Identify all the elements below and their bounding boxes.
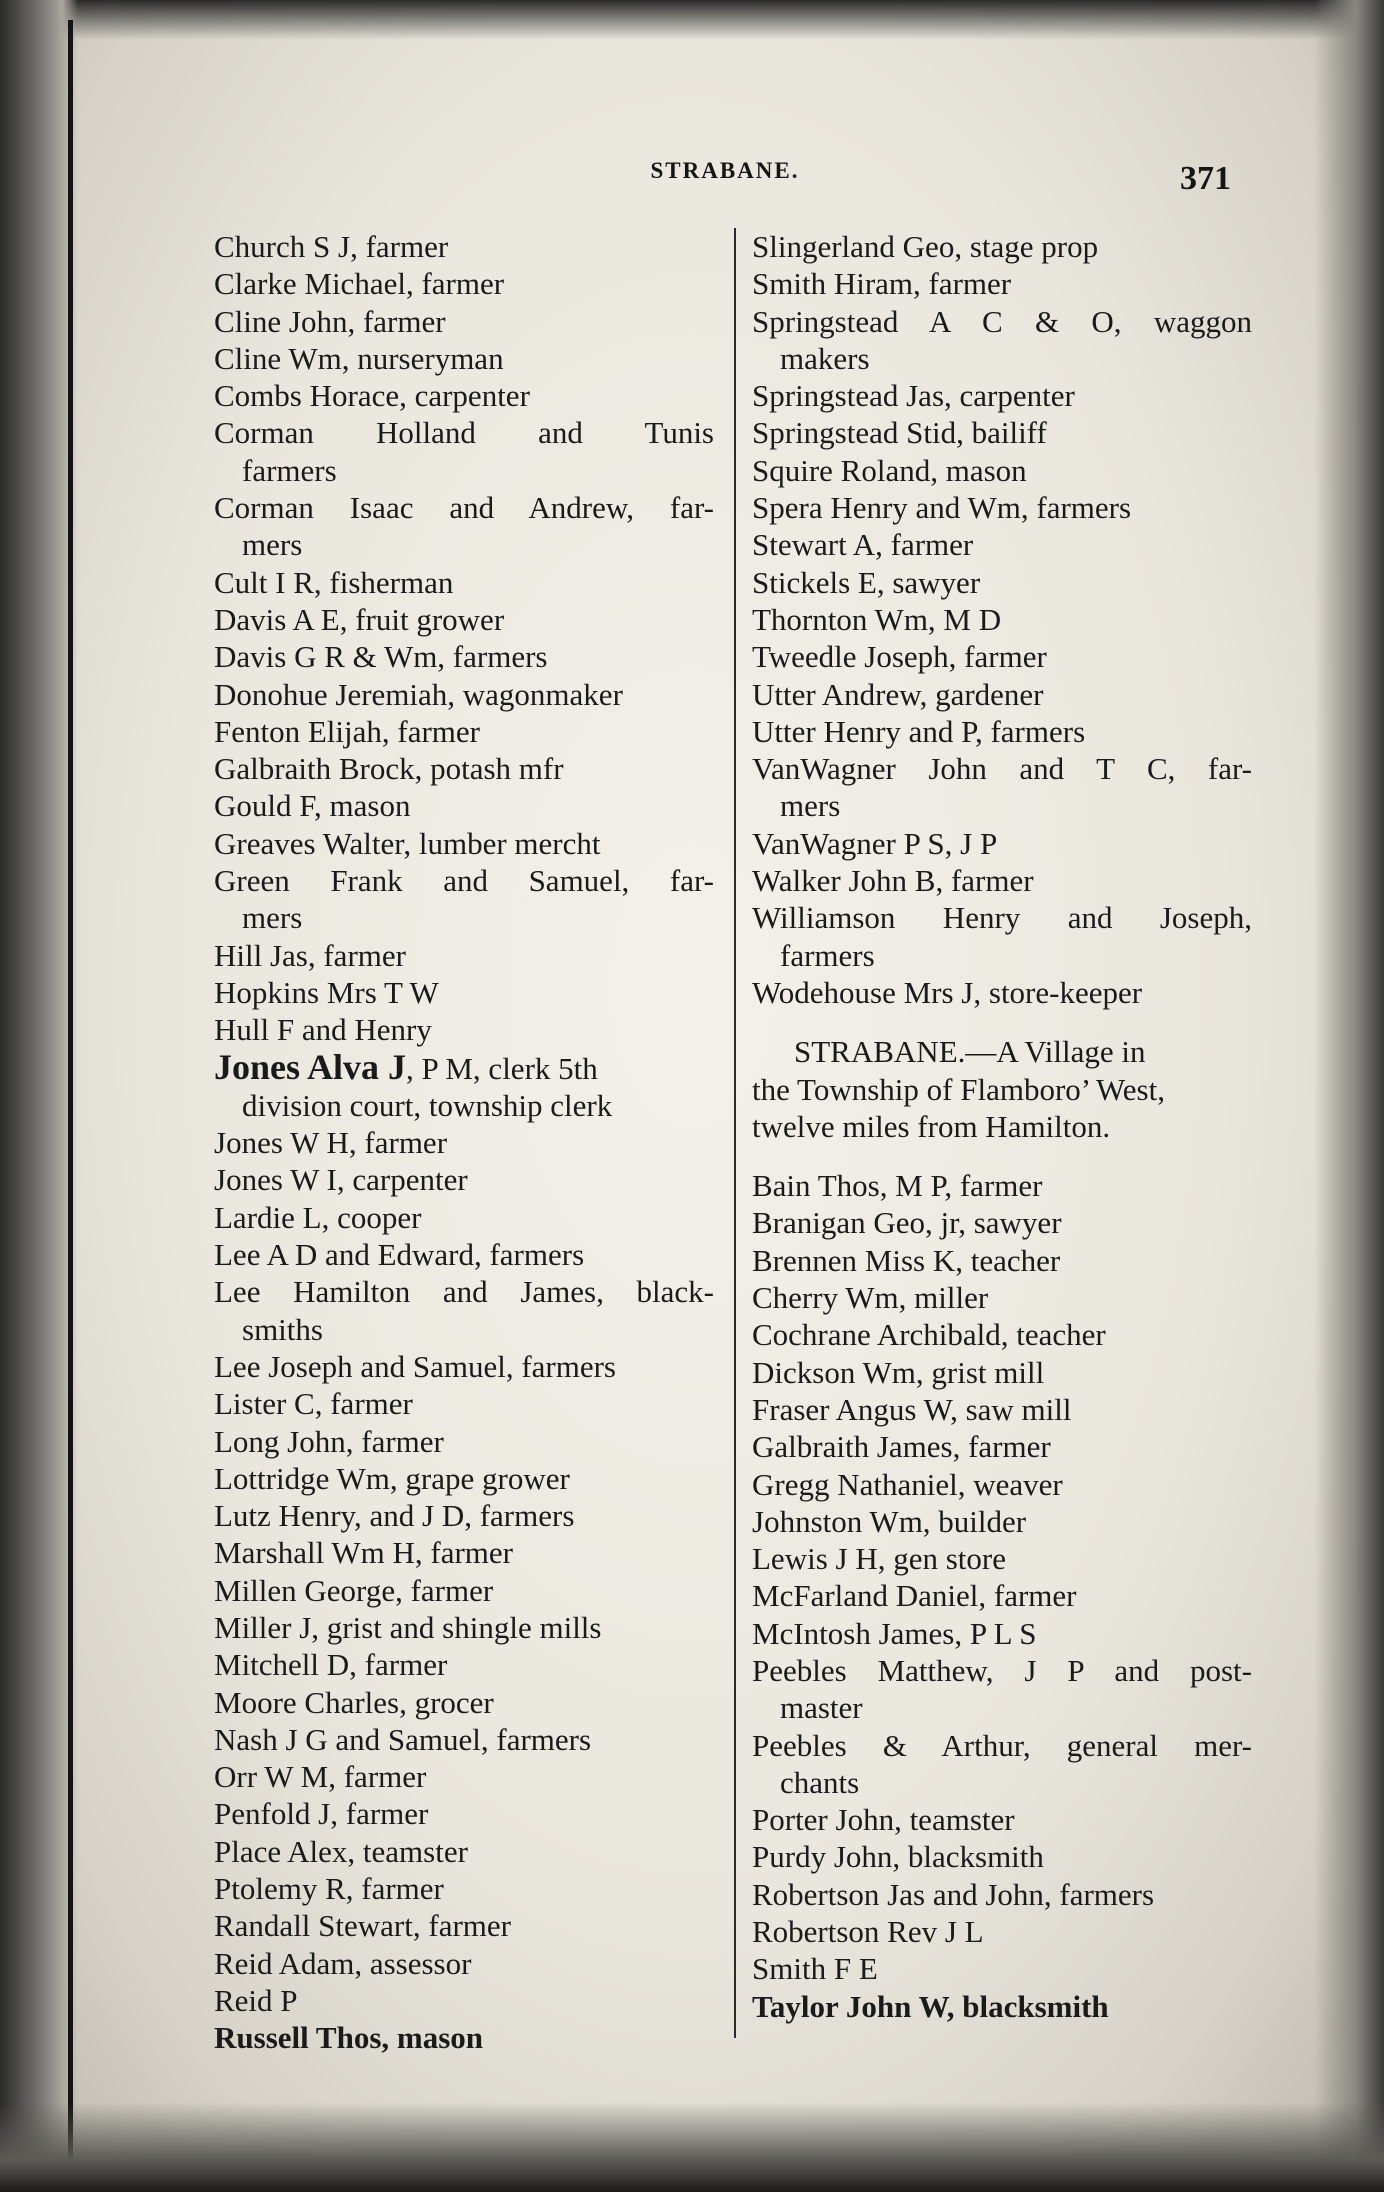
- entry-text: Smith Hiram, farmer: [752, 266, 1012, 302]
- entry-line: [214, 1534, 714, 1571]
- entry-line: [214, 676, 714, 713]
- entry-line: [752, 750, 1252, 787]
- directory-entry: [214, 1646, 714, 1683]
- directory-entry: [214, 713, 714, 750]
- directory-entry: [752, 1577, 1252, 1614]
- entry-continuation: [752, 937, 1252, 974]
- directory-entry: [214, 937, 714, 974]
- directory-entry: [752, 601, 1252, 638]
- directory-entry: [214, 1609, 714, 1646]
- entry-line: [214, 1572, 714, 1609]
- entry-line: [752, 228, 1252, 265]
- directory-entry: [214, 825, 714, 862]
- directory-entry: [214, 1124, 714, 1161]
- directory-entry: [214, 974, 714, 1011]
- entry-text: Springstead A C & O, waggon: [752, 303, 1252, 339]
- entry-line: [752, 1727, 1252, 1764]
- entry-text: Place Alex, teamster: [214, 1833, 468, 1869]
- entry-line: [214, 1011, 714, 1048]
- entry-line: [214, 638, 714, 675]
- entry-text: Cherry Wm, miller: [752, 1280, 989, 1316]
- directory-entry: [752, 265, 1252, 302]
- entry-text: Stickels E, sawyer: [752, 564, 981, 600]
- entry-line: [214, 825, 714, 862]
- directory-entry: [752, 489, 1252, 526]
- entry-line: [752, 414, 1252, 451]
- entry-line: [752, 265, 1252, 302]
- entry-text: Moore Charles, grocer: [214, 1684, 494, 1720]
- entry-text: Galbraith Brock, potash mfr: [214, 751, 564, 787]
- entry-text: Walker John B, farmer: [752, 863, 1034, 899]
- directory-entry: [752, 452, 1252, 489]
- entry-text: , P M, clerk 5th: [406, 1050, 598, 1086]
- entry-line: [752, 1466, 1252, 1503]
- entry-line: [752, 1540, 1252, 1577]
- directory-entry: [752, 1950, 1252, 1987]
- directory-entry: [752, 1913, 1252, 1950]
- entry-text: Lutz Henry, and J D, farmers: [214, 1498, 575, 1534]
- entry-continuation: [214, 452, 714, 489]
- directory-entry: [214, 303, 714, 340]
- directory-entry: [214, 1721, 714, 1758]
- entry-line: [214, 1833, 714, 1870]
- directory-entry: [214, 1758, 714, 1795]
- entry-text: Peebles Matthew, J P and post-: [752, 1652, 1252, 1688]
- entry-text: Utter Andrew, gardener: [752, 676, 1044, 712]
- entry-line: [214, 1497, 714, 1534]
- entry-text: Branigan Geo, jr, sawyer: [752, 1205, 1062, 1241]
- entry-text: Wodehouse Mrs J, store-keeper: [752, 974, 1143, 1010]
- entry-line: [752, 713, 1252, 750]
- entry-text: Nash J G and Samuel, farmers: [214, 1721, 592, 1757]
- entry-line: [752, 303, 1252, 340]
- entry-text: Dickson Wm, grist mill: [752, 1354, 1045, 1390]
- directory-entry: [214, 564, 714, 601]
- directory-entry: [214, 1870, 714, 1907]
- directory-entry: [752, 228, 1252, 265]
- entry-line: [752, 825, 1252, 862]
- entry-line: [752, 1838, 1252, 1875]
- entry-text: Williamson Henry and Joseph,: [752, 900, 1252, 936]
- entry-line: [214, 1348, 714, 1385]
- entry-text: Jones W I, carpenter: [214, 1162, 468, 1198]
- entry-line: [752, 564, 1252, 601]
- entry-line: [214, 1236, 714, 1273]
- entry-line: [752, 974, 1252, 1011]
- directory-entry: [752, 1503, 1252, 1540]
- entry-text: Smith F E: [752, 1951, 878, 1987]
- entry-line: [752, 1652, 1252, 1689]
- directory-entry: [214, 2019, 714, 2056]
- entry-text: Greaves Walter, lumber mercht: [214, 825, 601, 861]
- column-rule: [734, 228, 736, 2038]
- entry-line: [752, 862, 1252, 899]
- village-line: twelve miles from Hamilton.: [752, 1108, 1111, 1144]
- directory-entry: [214, 1199, 714, 1236]
- entry-text: Reid P: [214, 1982, 298, 2018]
- entry-text: mers: [780, 788, 841, 824]
- directory-entry: [214, 1011, 714, 1048]
- entry-text: McFarland Daniel, farmer: [752, 1578, 1077, 1614]
- entry-line: [214, 1423, 714, 1460]
- entry-line: [752, 1950, 1252, 1987]
- scan-edge-right: [1314, 0, 1384, 2192]
- directory-entry: [752, 1428, 1252, 1465]
- entry-line: [214, 1046, 714, 1087]
- entry-text: Bain Thos, M P, farmer: [752, 1168, 1043, 1204]
- entry-text: Squire Roland, mason: [752, 452, 1027, 488]
- entry-line: [752, 377, 1252, 414]
- entry-text: Reid Adam, assessor: [214, 1945, 472, 1981]
- directory-entry: [214, 1236, 714, 1273]
- entry-line: [214, 1982, 714, 2019]
- directory-entry: [752, 377, 1252, 414]
- entry-text: McIntosh James, P L S: [752, 1615, 1037, 1651]
- directory-entry: [214, 676, 714, 713]
- entry-line: [752, 1801, 1252, 1838]
- entry-text: Utter Henry and P, farmers: [752, 713, 1086, 749]
- page-number: 371: [1180, 160, 1231, 197]
- entry-text: Clarke Michael, farmer: [214, 266, 505, 302]
- entry-text: Corman Isaac and Andrew, far-: [214, 490, 714, 526]
- entry-text: Fraser Angus W, saw mill: [752, 1391, 1072, 1427]
- entry-text: Marshall Wm H, farmer: [214, 1535, 513, 1571]
- entry-continuation: [752, 1689, 1252, 1726]
- directory-entry: [752, 564, 1252, 601]
- directory-entry: [214, 1534, 714, 1571]
- entry-continuation: [752, 340, 1252, 377]
- entry-continuation: [214, 1311, 714, 1348]
- entry-line: [214, 1758, 714, 1795]
- entry-text: Cochrane Archibald, teacher: [752, 1317, 1106, 1353]
- entry-text: Galbraith James, farmer: [752, 1429, 1051, 1465]
- entry-text: Randall Stewart, farmer: [214, 1908, 511, 1944]
- spacer: [752, 1011, 1252, 1033]
- running-head: STRABANE.: [650, 158, 800, 183]
- entry-text: Hill Jas, farmer: [214, 937, 406, 973]
- entry-text: Lardie L, cooper: [214, 1199, 422, 1235]
- entry-continuation: [752, 1764, 1252, 1801]
- entry-text: master: [780, 1690, 863, 1726]
- left-column: [214, 228, 714, 2057]
- entry-line: [214, 713, 714, 750]
- entry-line: [752, 1503, 1252, 1540]
- entry-line: [752, 1167, 1252, 1204]
- entry-line: [752, 1242, 1252, 1279]
- entry-text: Springstead Stid, bailiff: [752, 415, 1047, 451]
- directory-entry: [752, 1876, 1252, 1913]
- village-description: [752, 1033, 1252, 1145]
- entry-text: Lee A D and Edward, farmers: [214, 1237, 585, 1273]
- directory-entry: [752, 713, 1252, 750]
- entry-text: Lee Hamilton and James, black-: [214, 1274, 714, 1310]
- entry-text: Church S J, farmer: [214, 229, 449, 264]
- entry-line: [214, 414, 714, 451]
- entry-text: Cline Wm, nurseryman: [214, 340, 504, 376]
- entry-text: chants: [780, 1764, 860, 1800]
- entry-text: Thornton Wm, M D: [752, 601, 1002, 637]
- entry-line: [214, 265, 714, 302]
- entry-continuation: [214, 899, 714, 936]
- entry-line: [752, 1988, 1252, 2025]
- entry-line: [214, 228, 714, 265]
- directory-entry: [214, 1423, 714, 1460]
- entry-line: [214, 1385, 714, 1422]
- entry-line: [214, 937, 714, 974]
- entry-text: Hopkins Mrs T W: [214, 974, 439, 1010]
- entry-text: Penfold J, farmer: [214, 1796, 429, 1832]
- entry-text: Fenton Elijah, farmer: [214, 713, 480, 749]
- entry-text: Ptolemy R, farmer: [214, 1871, 444, 1907]
- right-column-entries: [752, 228, 1252, 1011]
- entry-line: [214, 1161, 714, 1198]
- entry-text: Lee Joseph and Samuel, farmers: [214, 1348, 617, 1384]
- entry-text: Tweedle Joseph, farmer: [752, 639, 1047, 675]
- entry-text: Johnston Wm, builder: [752, 1503, 1027, 1539]
- entry-line: [214, 489, 714, 526]
- directory-entry: [214, 1795, 714, 1832]
- directory-entry: [752, 303, 1252, 378]
- entry-line: [752, 601, 1252, 638]
- entry-text: Brennen Miss K, teacher: [752, 1242, 1061, 1278]
- entry-text: Miller J, grist and shingle mills: [214, 1609, 602, 1645]
- directory-entry: [214, 601, 714, 638]
- entry-line: [214, 1199, 714, 1236]
- entry-text: Taylor John W, blacksmith: [752, 1988, 1109, 2024]
- entry-line: [214, 1795, 714, 1832]
- directory-entry: [214, 862, 714, 937]
- entry-text: Green Frank and Samuel, far-: [214, 863, 714, 899]
- directory-entry: [214, 1684, 714, 1721]
- entry-line: [752, 1354, 1252, 1391]
- directory-entry: [752, 526, 1252, 563]
- entry-text: makers: [780, 340, 870, 376]
- entry-line: [214, 1945, 714, 1982]
- directory-entry: [214, 489, 714, 564]
- entry-line: [214, 1870, 714, 1907]
- directory-entry: [214, 1161, 714, 1198]
- entry-line: [214, 1646, 714, 1683]
- directory-entry: [214, 1833, 714, 1870]
- entry-continuation: [752, 787, 1252, 824]
- directory-entry: [214, 265, 714, 302]
- entry-text: Russell Thos, mason: [214, 2020, 484, 2056]
- entry-line: [214, 1684, 714, 1721]
- directory-entry: [752, 1540, 1252, 1577]
- entry-text: Long John, farmer: [214, 1423, 444, 1459]
- entry-text: mers: [242, 900, 303, 936]
- entry-text: Stewart A, farmer: [752, 527, 974, 563]
- directory-entry: [752, 1354, 1252, 1391]
- entry-text: Slingerland Geo, stage prop: [752, 229, 1099, 264]
- entry-line: [214, 1907, 714, 1944]
- directory-entry: [214, 377, 714, 414]
- directory-entry: [752, 1167, 1252, 1204]
- directory-entry: [214, 1945, 714, 1982]
- entry-line: [752, 526, 1252, 563]
- entry-text: Corman Holland and Tunis: [214, 415, 714, 451]
- directory-entry: [752, 1391, 1252, 1428]
- entry-line: [752, 1913, 1252, 1950]
- entry-text: Combs Horace, carpenter: [214, 378, 530, 414]
- entry-line: [214, 340, 714, 377]
- entry-text: Gould F, mason: [214, 788, 411, 824]
- entry-text: Cult I R, fisherman: [214, 564, 454, 600]
- entry-line: [752, 1577, 1252, 1614]
- village-line: STRABANE.—A Village in: [794, 1034, 1146, 1070]
- directory-entry: [752, 1279, 1252, 1316]
- directory-entry: [214, 1907, 714, 1944]
- entry-line: [752, 1391, 1252, 1428]
- directory-entry: [752, 1466, 1252, 1503]
- entry-line: [214, 601, 714, 638]
- directory-entry: [752, 825, 1252, 862]
- entry-text: Lister C, farmer: [214, 1386, 413, 1422]
- entry-line: [752, 1279, 1252, 1316]
- entry-line: [214, 1609, 714, 1646]
- directory-entry: [752, 1615, 1252, 1652]
- entry-text: Gregg Nathaniel, weaver: [752, 1466, 1063, 1502]
- village-line: the Township of Flamboro’ West,: [752, 1071, 1165, 1107]
- entry-continuation: [214, 1087, 714, 1124]
- entry-line: [214, 750, 714, 787]
- directory-entry: [752, 1801, 1252, 1838]
- entry-text: Millen George, farmer: [214, 1572, 494, 1608]
- directory-entry: [214, 1046, 714, 1125]
- entry-line: [214, 1124, 714, 1161]
- directory-entry: [752, 1204, 1252, 1241]
- directory-entry: [752, 862, 1252, 899]
- entry-text: Donohue Jeremiah, wagonmaker: [214, 676, 623, 712]
- directory-entry: [752, 974, 1252, 1011]
- entry-text: division court, township clerk: [242, 1087, 613, 1123]
- entry-line: [752, 676, 1252, 713]
- directory-entry: [214, 1348, 714, 1385]
- binding-line: [68, 20, 73, 2190]
- entry-line: [752, 1204, 1252, 1241]
- directory-entry: [752, 1652, 1252, 1727]
- entry-line: [214, 862, 714, 899]
- entry-text: VanWagner John and T C, far-: [752, 751, 1252, 787]
- directory-entry: [214, 1460, 714, 1497]
- directory-entry: [214, 340, 714, 377]
- entry-text: Spera Henry and Wm, farmers: [752, 490, 1132, 526]
- entry-text: Davis A E, fruit grower: [214, 601, 505, 637]
- entry-line: [752, 638, 1252, 675]
- entry-text: Porter John, teamster: [752, 1802, 1015, 1838]
- entry-text: farmers: [242, 452, 337, 488]
- directory-entry: [214, 228, 714, 265]
- entry-line: [214, 787, 714, 824]
- entry-text: Mitchell D, farmer: [214, 1647, 448, 1683]
- entry-continuation: [214, 526, 714, 563]
- entry-text: smiths: [242, 1311, 323, 1347]
- entry-text: Springstead Jas, carpenter: [752, 378, 1075, 414]
- directory-entry: [214, 1497, 714, 1534]
- entry-text: Peebles & Arthur, general mer-: [752, 1727, 1252, 1763]
- directory-entry: [752, 638, 1252, 675]
- directory-entry: [214, 1572, 714, 1609]
- entry-line: [214, 2019, 714, 2056]
- entry-line: [214, 377, 714, 414]
- directory-entry: [214, 1273, 714, 1348]
- entry-line: [752, 1876, 1252, 1913]
- entry-line: [214, 564, 714, 601]
- directory-entry: [752, 1988, 1252, 2025]
- village-entries: [752, 1167, 1252, 2025]
- directory-entry: [752, 414, 1252, 451]
- directory-entry: [752, 1838, 1252, 1875]
- entry-text: Orr W M, farmer: [214, 1759, 427, 1795]
- entry-line: [214, 1460, 714, 1497]
- entry-text: VanWagner P S, J P: [752, 825, 998, 861]
- directory-entry: [752, 676, 1252, 713]
- directory-entry: [752, 899, 1252, 974]
- scan-edge-left: [0, 0, 78, 2192]
- entry-line: [752, 452, 1252, 489]
- directory-entry: [752, 1242, 1252, 1279]
- entry-text: Robertson Rev J L: [752, 1914, 984, 1950]
- entry-line: [752, 489, 1252, 526]
- entry-text: Cline John, farmer: [214, 303, 446, 339]
- entry-text: mers: [242, 527, 303, 563]
- entry-line: [214, 1721, 714, 1758]
- entry-line: [214, 303, 714, 340]
- entry-text: Hull F and Henry: [214, 1012, 432, 1048]
- directory-entry: [214, 750, 714, 787]
- directory-entry: [214, 1385, 714, 1422]
- entry-line: [752, 1428, 1252, 1465]
- directory-entry: [214, 787, 714, 824]
- directory-entry: [752, 750, 1252, 825]
- entry-text: Robertson Jas and John, farmers: [752, 1876, 1155, 1912]
- entry-line: [752, 1615, 1252, 1652]
- entry-name-bold: Jones Alva J: [214, 1046, 407, 1087]
- entry-text: Lottridge Wm, grape grower: [214, 1460, 570, 1496]
- directory-entry: [752, 1727, 1252, 1802]
- directory-entry: [214, 1982, 714, 2019]
- entry-text: farmers: [780, 937, 875, 973]
- entry-line: [752, 1316, 1252, 1353]
- entry-text: Purdy John, blacksmith: [752, 1839, 1044, 1875]
- entry-line: [752, 899, 1252, 936]
- scan-edge-bottom: [0, 2102, 1384, 2192]
- directory-entry: [214, 414, 714, 489]
- spacer: [752, 1145, 1252, 1167]
- right-column: [752, 228, 1252, 2025]
- entry-text: Davis G R & Wm, farmers: [214, 639, 548, 675]
- directory-entry: [214, 638, 714, 675]
- entry-text: Jones W H, farmer: [214, 1125, 448, 1161]
- directory-entry: [752, 1316, 1252, 1353]
- entry-text: Lewis J H, gen store: [752, 1541, 1006, 1577]
- scan-edge-top: [0, 0, 1384, 40]
- entry-line: [214, 1273, 714, 1310]
- entry-line: [214, 974, 714, 1011]
